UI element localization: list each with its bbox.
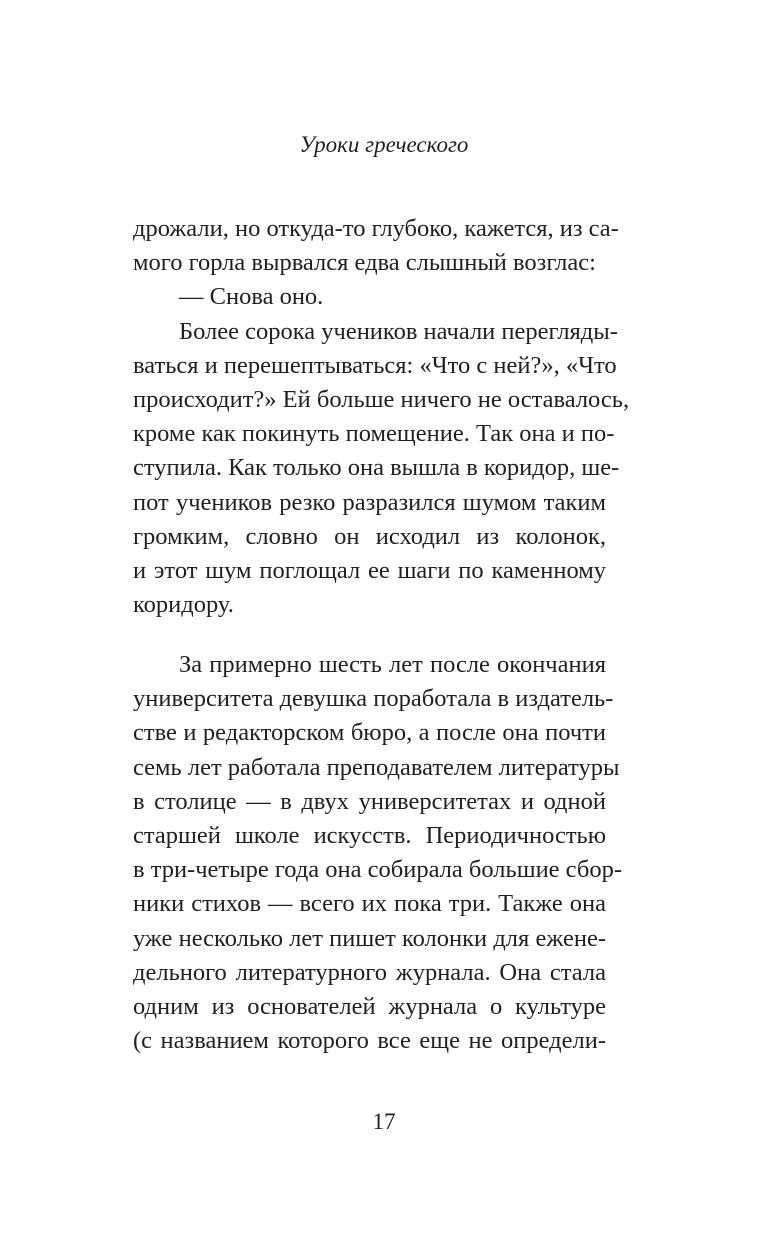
- running-head-title: Уроки греческого: [299, 132, 469, 157]
- text-line: стве и редакторском бюро, а после она почти: [133, 719, 606, 747]
- text-line: дрожали, но откуда-то глубоко, кажется, из са-: [133, 215, 619, 242]
- text-line: старшей школе искусств. Периодичностью: [133, 822, 606, 850]
- text-line: ступила. Как только она вышла в коридор, ше-: [133, 454, 620, 482]
- text-line: ваться и перешептываться: «Что с ней?», «Что: [133, 351, 617, 379]
- text-line: одним из основателей журнала о культуре: [133, 993, 606, 1021]
- text-line: семь лет работала преподавателем литературы: [133, 753, 620, 781]
- text-line: коридору.: [133, 591, 234, 619]
- text-line: пот учеников резко разразился шумом таким: [133, 488, 606, 516]
- text-line: в столице — в двух университетах и одной: [133, 787, 606, 815]
- text-block-bottom: [133, 648, 622, 1058]
- text-line: ники стихов — всего их пока три. Также она: [133, 890, 606, 918]
- text-line: мого горла вырвался едва слышный возглас:: [133, 249, 596, 277]
- text-line: Более сорока учеников начали перегляды-: [179, 317, 618, 345]
- page-number: 17: [372, 1109, 396, 1134]
- text-line: в три-четыре года она собирала большие сбор-: [133, 856, 622, 884]
- text-line: громким, словно он исходил из колонок,: [133, 522, 606, 550]
- text-block-top: [133, 212, 630, 622]
- text-line: уже несколько лет пишет колонки для еженe-: [133, 924, 606, 952]
- dialogue-line: — Снова оно.: [179, 283, 324, 311]
- text-line: университета девушка поработала в издатель-: [133, 685, 614, 713]
- text-line: (с названием которого все еще не определи-: [133, 1027, 606, 1055]
- text-line: кроме как покинуть помещение. Так она и по-: [133, 420, 615, 448]
- text-line: происходит?» Ей больше ничего не оставалось,: [133, 386, 630, 414]
- text-line: дельного литературного журнала. Она стала: [133, 958, 606, 986]
- text-line: и этот шум поглощал ее шаги по каменному: [133, 557, 606, 585]
- text-line: За примерно шесть лет после окончания: [179, 651, 606, 678]
